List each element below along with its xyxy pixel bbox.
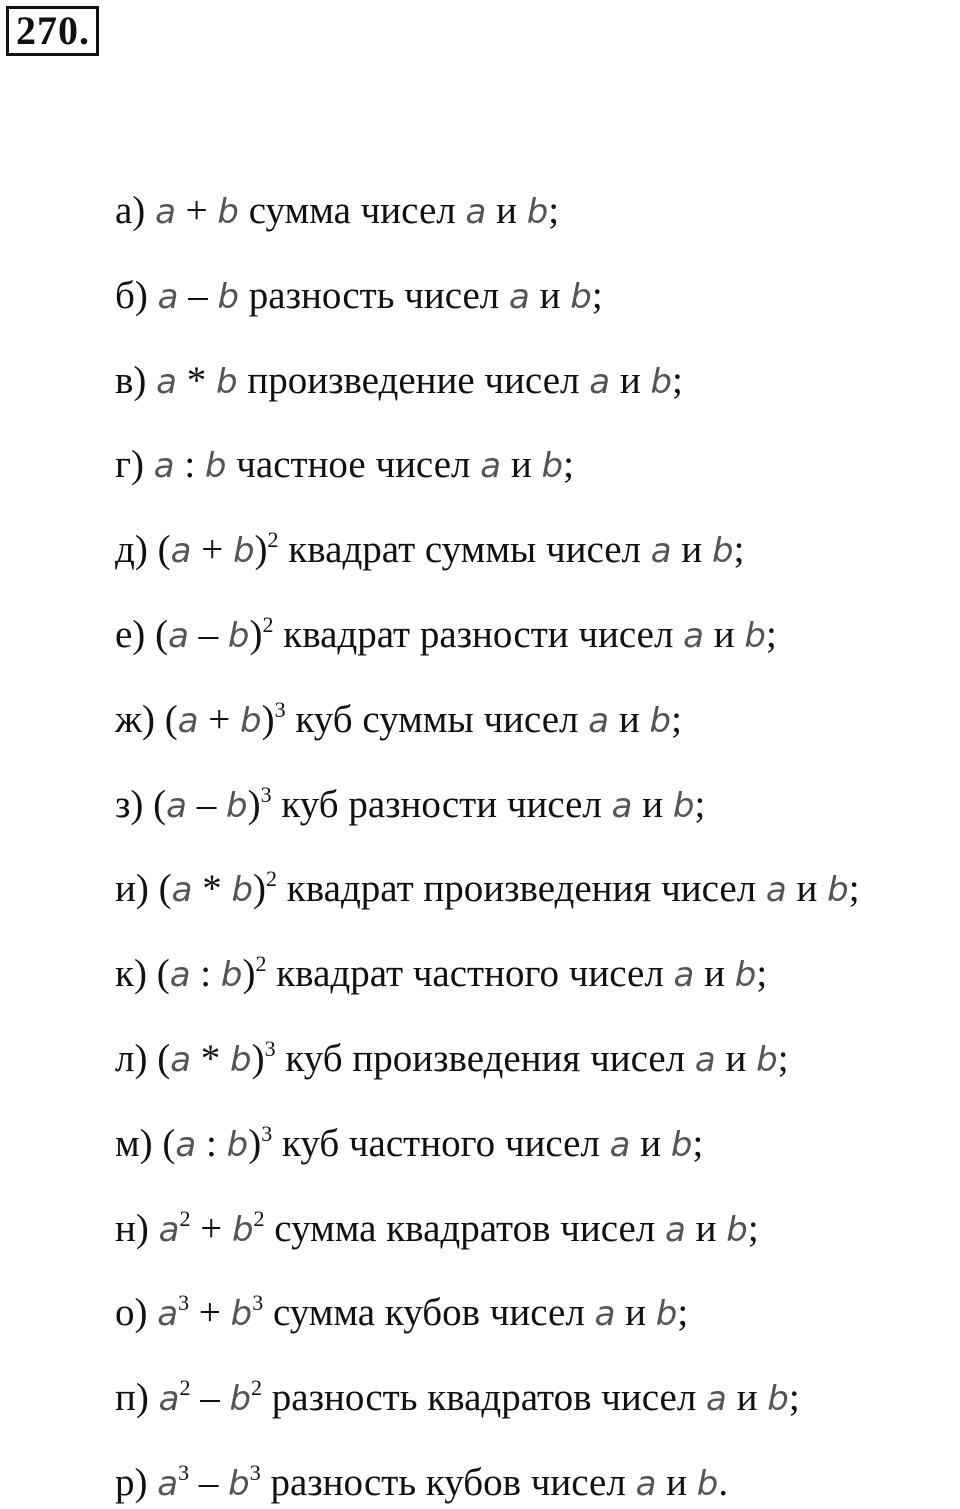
expression-item [115,1119,703,1170]
expression-item [115,1034,789,1085]
item-marker: к) [115,952,147,996]
item-description: разность чисел a и b; [248,273,603,317]
item-marker: б) [115,273,148,317]
item-marker: з) [115,782,144,826]
item-description: куб разности чисел a и b; [281,782,706,826]
item-expression: a + b [155,189,239,232]
item-expression: a * b [156,358,238,402]
expression-item [115,695,682,746]
expression-item [115,1458,728,1509]
item-description: сумма кубов чисел a и b; [272,1291,689,1335]
expression-item [115,1373,800,1424]
item-expression: (a : b)$^3$ [162,1120,273,1165]
expression-item [115,271,603,322]
expression-item [115,186,559,237]
item-marker: и) [115,867,149,911]
item-marker: о) [115,1291,148,1335]
item-expression: $a^3 - b^3$ [157,1460,261,1504]
item-description: квадрат произведения чисел a и b; [286,867,860,911]
item-marker: д) [115,528,148,572]
expression-item [115,1288,688,1339]
item-marker: л) [115,1037,148,1080]
item-description: куб частного чисел a и b; [281,1121,704,1165]
expression-item [115,440,574,491]
item-marker: н) [115,1206,149,1250]
item-description: сумма чисел a и b; [248,189,560,232]
item-marker: р) [115,1461,148,1504]
item-description: разность квадратов чисел a и b; [271,1376,800,1420]
item-description: квадрат разности чисел a и b; [283,613,777,656]
item-description: куб произведения чисел a и b; [285,1037,789,1080]
item-marker: а) [115,189,146,232]
item-expression: (a * b)$^3$ [157,1036,276,1080]
item-expression: $(a + b)^2$ [157,527,279,572]
item-description: квадрат частного чисел a и b; [276,952,768,996]
expression-item [115,949,767,1000]
expression-item [115,864,860,915]
item-marker: ж) [115,697,155,741]
problem-number: 270. [6,6,99,56]
expression-item [115,356,683,407]
item-expression: $a^2 + b^2$ [158,1205,265,1250]
item-expression: (a – b)$^3$ [153,781,272,826]
item-description: частное чисел a и b; [236,443,574,487]
item-expression: $a^2 - b^2$ [158,1375,263,1420]
item-description: куб суммы чисел a и b; [295,697,682,741]
item-marker: г) [115,443,144,487]
item-expression: a – b [157,273,240,317]
item-expression: (a – b)$^2$ [155,612,274,656]
expression-item [115,780,705,831]
item-expression: a : b [153,443,227,487]
item-description: произведение чисел a и b; [247,358,683,402]
item-expression: (a : b)$^2$ [156,951,267,996]
expression-item [115,525,744,576]
item-marker: в) [115,358,147,402]
item-expression: (a * b)$^2$ [158,866,278,911]
item-description: квадрат суммы чисел a и b; [288,528,745,572]
item-marker: п) [115,1376,149,1420]
item-description: сумма квадратов чисел a и b; [274,1206,759,1250]
item-marker: м) [115,1121,153,1165]
expression-item [115,610,777,661]
item-expression: $a^3 + b^3$ [157,1290,264,1335]
item-description: разность кубов чисел a и b. [270,1461,729,1504]
item-expression: $(a + b)^3$ [164,696,286,741]
item-marker: е) [115,613,146,656]
expression-item [115,1204,759,1255]
